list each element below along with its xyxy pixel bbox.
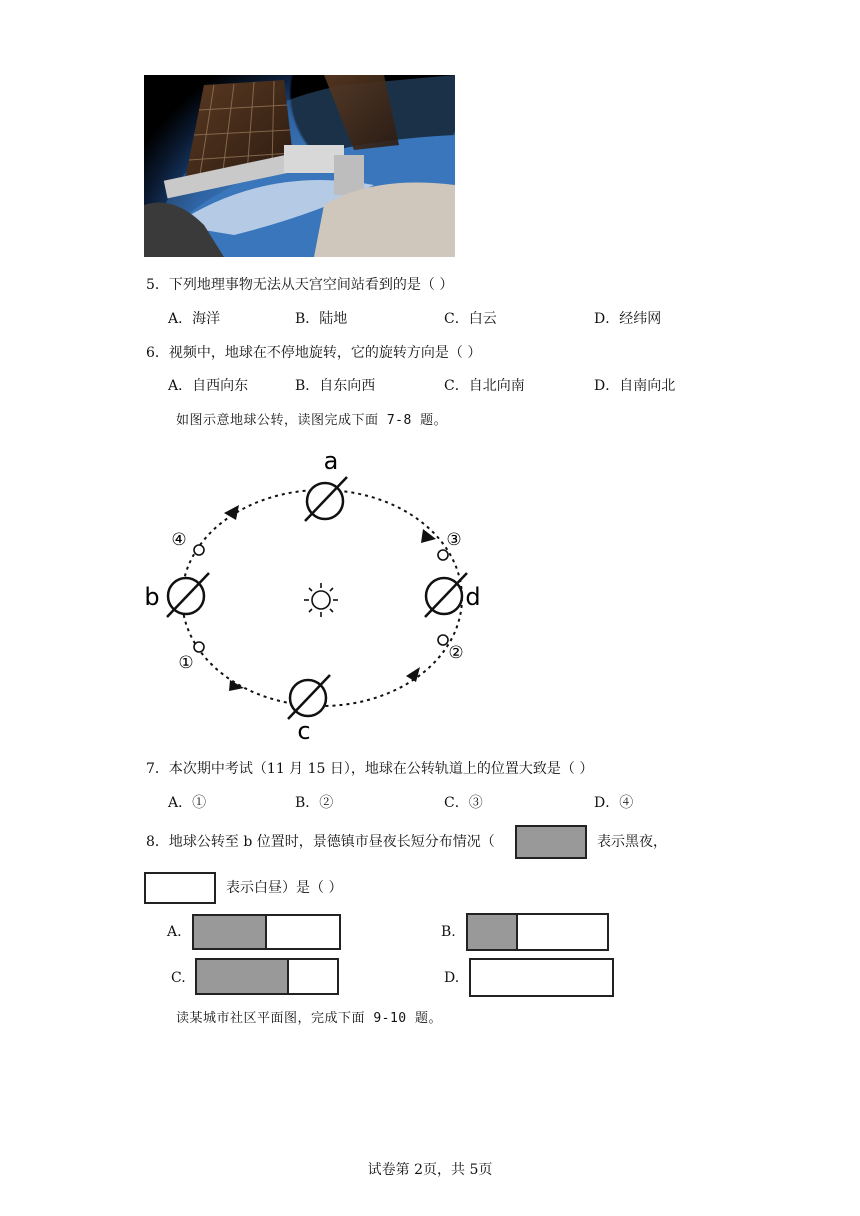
marker-4-point bbox=[194, 545, 204, 555]
legend-night-box bbox=[515, 825, 587, 859]
earth-orbit-diagram bbox=[140, 445, 500, 745]
q5-option-b[interactable]: B．陆地 bbox=[295, 311, 348, 327]
question-8-stem-part2: 表示黑夜， bbox=[597, 834, 667, 850]
question-5-stem: 5．下列地理事物无法从天宫空间站看到的是（ ） bbox=[146, 277, 454, 293]
q8-option-a-bar[interactable] bbox=[192, 914, 341, 950]
question-7-stem: 7．本次期中考试（11 月 15 日），地球在公转轨道上的位置大致是（ ） bbox=[146, 761, 594, 777]
label-b: b bbox=[144, 583, 160, 611]
sun-icon bbox=[304, 583, 338, 617]
marker-2-point bbox=[438, 635, 448, 645]
q6-option-b[interactable]: B．自东向西 bbox=[295, 378, 376, 394]
orbit-arrow-top-right bbox=[421, 529, 436, 543]
marker-3-point bbox=[438, 550, 448, 560]
space-station-illustration bbox=[144, 75, 455, 257]
intro-7-8: 如图示意地球公转，读图完成下面 7-8 题。 bbox=[176, 413, 448, 428]
q8-option-d-bar[interactable] bbox=[469, 958, 614, 997]
q7-option-b[interactable]: B．② bbox=[295, 795, 334, 811]
label-a: a bbox=[323, 447, 339, 475]
q8-option-a-night bbox=[194, 916, 267, 948]
q8-option-b-label[interactable]: B. bbox=[441, 924, 456, 940]
marker-2-label: ② bbox=[448, 643, 464, 663]
q7-option-d[interactable]: D．④ bbox=[594, 795, 634, 811]
intro-9-10: 读某城市社区平面图，完成下面 9-10 题。 bbox=[176, 1011, 442, 1026]
question-8-stem-part3: 表示白昼）是（ ） bbox=[226, 880, 343, 896]
earth-position-c bbox=[288, 675, 330, 719]
q7-option-a[interactable]: A．① bbox=[168, 795, 207, 811]
q8-option-c-night bbox=[197, 960, 289, 993]
orbit-arrow-top-left bbox=[224, 505, 239, 520]
earth-position-a bbox=[305, 477, 347, 521]
q8-option-c-label[interactable]: C. bbox=[171, 970, 186, 986]
label-d: d bbox=[465, 583, 481, 611]
marker-3-label: ③ bbox=[446, 530, 462, 550]
q8-option-d-label[interactable]: D. bbox=[444, 970, 460, 986]
q8-option-a-label[interactable]: A. bbox=[167, 924, 182, 940]
marker-4-label: ④ bbox=[171, 530, 187, 550]
q6-option-c[interactable]: C．自北向南 bbox=[444, 378, 525, 394]
q5-option-a[interactable]: A．海洋 bbox=[168, 311, 221, 327]
space-station-photo bbox=[144, 75, 455, 257]
q6-option-d[interactable]: D．自南向北 bbox=[594, 378, 676, 394]
q5-option-d[interactable]: D．经纬网 bbox=[594, 311, 662, 327]
q5-option-c[interactable]: C．白云 bbox=[444, 311, 497, 327]
marker-1-label: ① bbox=[178, 653, 194, 673]
marker-1-point bbox=[194, 642, 204, 652]
q8-option-c-bar[interactable] bbox=[195, 958, 339, 995]
label-c: c bbox=[297, 717, 311, 745]
legend-day-box bbox=[144, 872, 216, 904]
orbit-arrow-bottom-left bbox=[229, 680, 244, 691]
page-footer: 试卷第 2页，共 5页 bbox=[367, 1162, 493, 1178]
earth-position-d bbox=[425, 573, 467, 617]
q7-option-c[interactable]: C．③ bbox=[444, 795, 483, 811]
q8-option-b-night bbox=[468, 915, 518, 949]
q8-option-b-bar[interactable] bbox=[466, 913, 609, 951]
q6-option-a[interactable]: A．自西向东 bbox=[168, 378, 249, 394]
earth-position-b bbox=[167, 573, 209, 617]
orbit-arrow-bottom-right bbox=[406, 667, 420, 682]
question-8-stem-part1: 8．地球公转至 b 位置时，景德镇市昼夜长短分布情况（ bbox=[146, 834, 495, 850]
question-6-stem: 6．视频中，地球在不停地旋转，它的旋转方向是（ ） bbox=[146, 345, 482, 361]
